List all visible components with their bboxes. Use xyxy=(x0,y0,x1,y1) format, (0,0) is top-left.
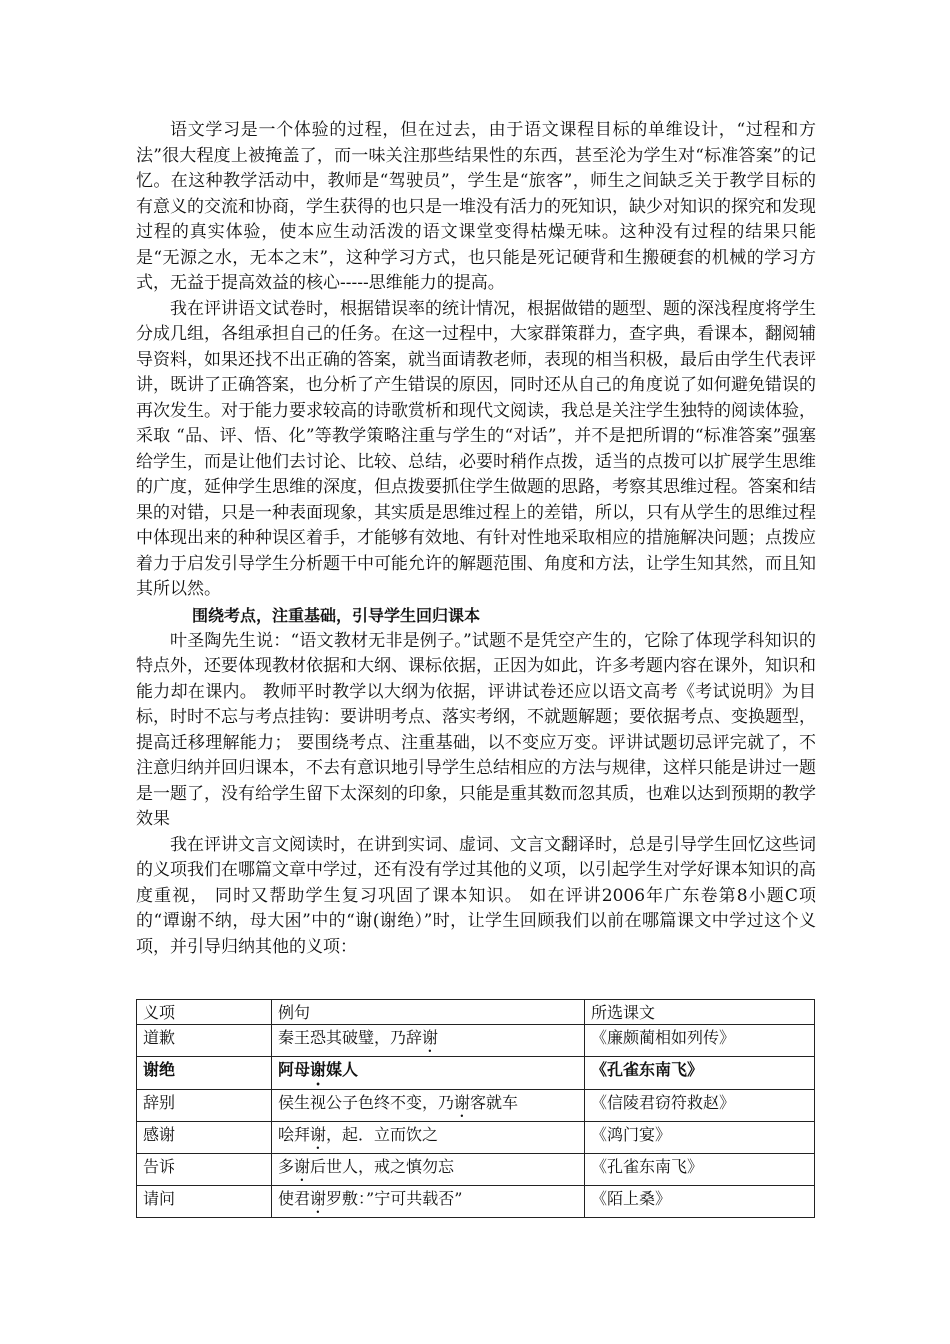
emphasized-word: 谢 xyxy=(310,1189,327,1208)
cell-source: 《廉颇蔺相如列传》 xyxy=(585,1025,815,1057)
section-heading: 围绕考点，注重基础，引导学生回归课本 xyxy=(192,605,481,625)
cell-source: 《孔雀东南飞》 xyxy=(585,1057,815,1090)
cell-example xyxy=(272,1057,585,1090)
cell-example xyxy=(272,1186,585,1218)
emphasized-word: 谢 xyxy=(310,1060,327,1079)
cell-meaning: 辞别 xyxy=(137,1090,272,1122)
paragraph-3: 叶圣陶先生说：“语文教材无非是例子。”试题不是凭空产生的，它除了体现学科知识的特点外，还要体现教材依据和大纲、课标依据，正因为如此，许多考题内容在课外，知识和能力却在课内。 教师平时教学以大纲为依据，评讲试卷还应以语文高考《考试说明》为目标，时时不忘与考点挂钩：要讲明考点、落实考纲，不就题解题；要依据考点、变换题型，提高迁移理解能力； 要围绕考点、注重基础，以不变应万变。评讲试题切忌评完就了，不注意归纳并回归课本，不去有意识地引导学生总结相应的方法与规律，这样只能是讲过一题是一题了，没有给学生留下太深刻的印象，只能是重其数而忽其质，也难以达到预期的教学效果 xyxy=(136,630,816,829)
emphasized-word: 谢 xyxy=(422,1028,439,1047)
paragraph-4: 我在评讲文言文阅读时，在讲到实词、虚词、文言文翻译时，总是引导学生回忆这些词的义项我们在哪篇文章中学过，还有没有学过其他的义项，以引起学生对学好课本知识的高度重视， 同时又帮助学生复习巩固了课本知识。 如在评讲2006年广东卷第8小题C项的“谭谢不纳，母大困”中的“谢(谢绝）”时，让学生回顾我们以前在哪篇课文中学过这个义项，并引导归纳其他的义项： xyxy=(136,834,816,957)
cell-meaning: 谢绝 xyxy=(137,1057,272,1090)
document-body xyxy=(136,118,816,960)
example-pre: 使君 xyxy=(278,1189,311,1208)
cell-source: 《鸿门宴》 xyxy=(585,1122,815,1154)
example-pre: 阿母 xyxy=(278,1060,311,1079)
example-pre: 侯生视公子色终不变，乃 xyxy=(278,1093,455,1112)
example-pre: 哙拜 xyxy=(278,1125,311,1144)
cell-source: 《陌上桑》 xyxy=(585,1186,815,1218)
example-post: ，起．立而饮之 xyxy=(326,1125,439,1144)
cell-example xyxy=(272,1090,585,1122)
cell-meaning: 感谢 xyxy=(137,1122,272,1154)
emphasized-word: 谢 xyxy=(294,1157,311,1176)
table-row xyxy=(137,1154,815,1186)
table-row xyxy=(137,1057,815,1090)
cell-meaning: 告诉 xyxy=(137,1154,272,1186)
example-post: 客就车 xyxy=(470,1093,519,1112)
cell-source: 《孔雀东南飞》 xyxy=(585,1154,815,1186)
cell-source: 《信陵君窃符救赵》 xyxy=(585,1090,815,1122)
cell-meaning: 道歉 xyxy=(137,1025,272,1057)
emphasized-word: 谢 xyxy=(310,1125,327,1144)
table-row xyxy=(137,1090,815,1122)
cell-example xyxy=(272,1025,585,1057)
table-header-row xyxy=(137,1000,815,1025)
header-example: 例句 xyxy=(272,1000,585,1025)
example-pre: 秦王恐其破璧，乃辞 xyxy=(278,1028,423,1047)
emphasized-word: 谢 xyxy=(454,1093,471,1112)
table-row xyxy=(137,1186,815,1218)
example-post: 媒人 xyxy=(326,1060,359,1079)
paragraph-2: 我在评讲语文试卷时，根据错误率的统计情况，根据做错的题型、题的深浅程度将学生分成几组，各组承担自己的任务。在这一过程中，大家群策群力，查字典，看课本，翻阅辅导资料，如果还找不出正确的答案，就当面请教老师，表现的相当积极，最后由学生代表评讲，既讲了正确答案，也分析了产生错误的原因，同时还从自己的角度说了如何避免错误的再次发生。对于能力要求较高的诗歌赏析和现代文阅读，我总是关注学生独特的阅读体验，采取 “品、评、悟、化”等教学策略注重与学生的“对话”，并不是把所谓的“标准答案”强塞给学生，而是让他们去讨论、比较、总结，必要时稍作点拨，适当的点拨可以扩展学生思维的广度，延伸学生思维的深度，但点拨要抓住学生做题的思路，考察其思维过程。答案和结果的对错，只是一种表面现象，其实质是思维过程上的差错，所以，只有从学生的思维过程中体现出来的种种误区着手，才能够有效地、有针对性地采取相应的措施解决问题；点拨应着力于启发引导学生分析题干中可能允许的解题范围、角度和方法，让学生知其然，而且知其所以然。 xyxy=(136,298,816,599)
header-source: 所选课文 xyxy=(585,1000,815,1025)
cell-meaning: 请问 xyxy=(137,1186,272,1218)
meaning-table xyxy=(136,999,815,1218)
table-row xyxy=(137,1122,815,1154)
cell-example xyxy=(272,1154,585,1186)
paragraph-1: 语文学习是一个体验的过程，但在过去，由于语文课程目标的单维设计，“过程和方法”很大程度上被掩盖了，而一味关注那些结果性的东西，甚至沦为学生对“标准答案”的记忆。在这种教学活动中，教师是“驾驶员”，学生是“旅客”，师生之间缺乏关于教学目标的有意义的交流和协商，学生获得的也只是一堆没有活力的死知识，缺少对知识的探究和发现过程的真实体验，使本应生动活泼的语文课堂变得枯燥无味。这种没有过程的结果只能是“无源之水，无本之末”，这种学习方式，也只能是死记硬背和生搬硬套的机械的学习方式，无益于提高效益的核心-----思维能力的提高。 xyxy=(136,120,816,293)
header-meaning: 义项 xyxy=(137,1000,272,1025)
cell-example xyxy=(272,1122,585,1154)
example-post: 罗敷：”宁可共载否” xyxy=(326,1189,463,1208)
example-post: 后世人，戒之慎勿忘 xyxy=(310,1157,455,1176)
example-pre: 多 xyxy=(278,1157,295,1176)
table-row xyxy=(137,1025,815,1057)
